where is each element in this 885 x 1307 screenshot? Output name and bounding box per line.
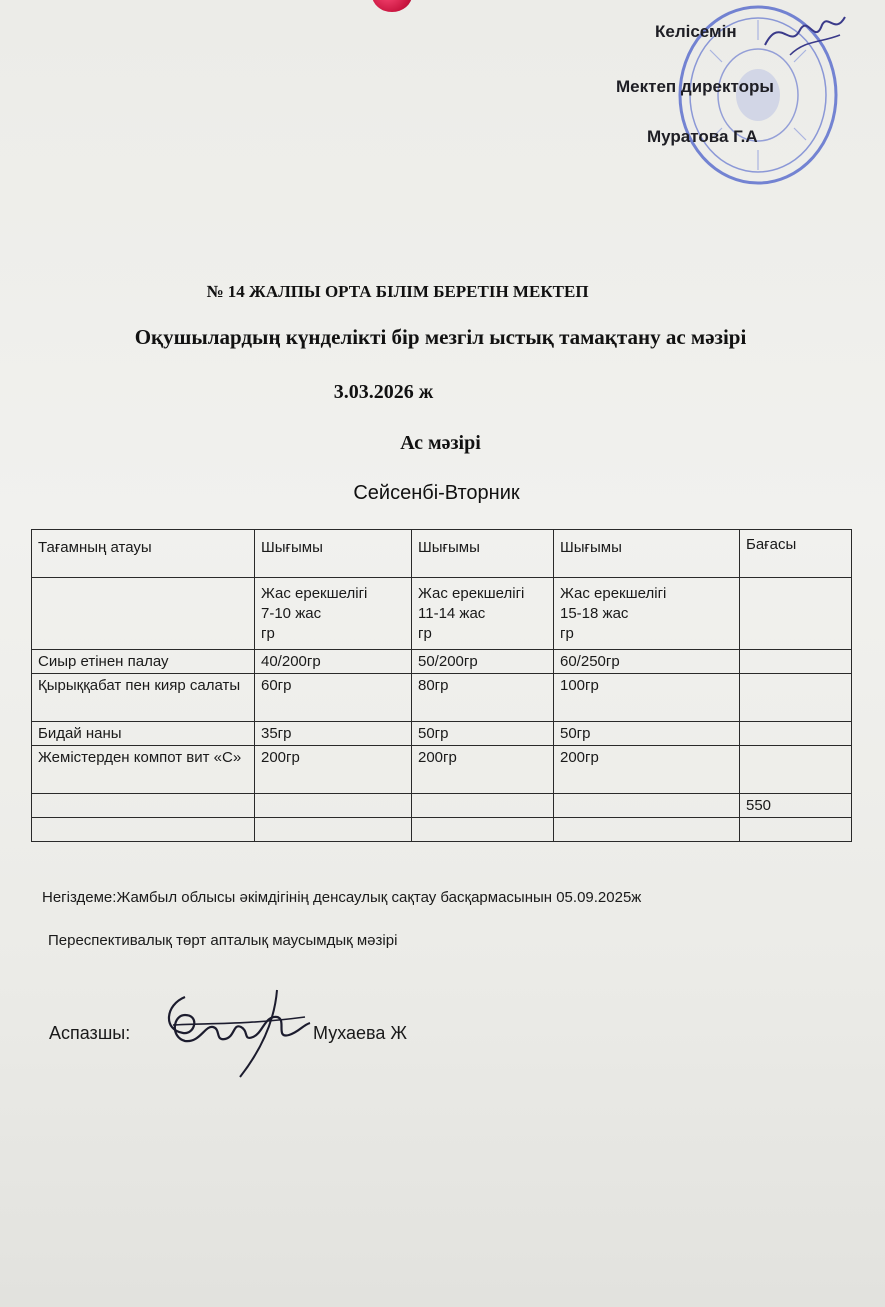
basis-note: Негіздеме:Жамбыл облысы әкімдігінің денсаулық сақтау басқармасынын 05.09.2025ж [42,889,642,906]
table-cell [412,818,554,842]
menu-table [31,529,852,842]
age-group-label: Жас ерекшелігі [261,585,368,602]
total-row [32,794,852,818]
price-cell [740,722,852,746]
table-row [32,818,852,842]
cook-signature-icon [155,985,315,1080]
menu-date: 3.03.2026 ж [333,381,434,403]
table-cell [554,794,740,818]
yield-11-14: 50гр [412,722,554,746]
age-group-15-18 [554,578,740,650]
yield-7-10: 35гр [255,722,412,746]
col-header-yield-3: Шығымы [554,530,740,578]
page-title: Оқушылардың күнделікті бір мезгіл ыстық тамақтану ас мәзірі [134,325,747,349]
table-header-row [32,530,852,578]
school-name: № 14 ЖАЛПЫ ОРТА БІЛІМ БЕРЕТІН МЕКТЕП [206,282,589,301]
age-group-label: Жас ерекшелігі [560,585,667,602]
director-signature-icon [760,5,850,65]
yield-15-18: 60/250гр [554,650,740,674]
table-row [32,650,852,674]
col-header-yield-2: Шығымы [412,530,554,578]
yield-15-18: 200гр [554,746,740,794]
table-cell [740,818,852,842]
dish-name: Бидай наны [32,722,255,746]
total-price: 550 [740,794,852,818]
approval-name: Муратова Г.А [647,127,758,146]
yield-11-14: 50/200гр [412,650,554,674]
table-row [32,722,852,746]
dish-name: Жемістерден компот вит «С» [32,746,255,794]
table-cell [32,578,255,650]
yield-15-18: 50гр [554,722,740,746]
cook-name: Мухаева Ж [313,1023,408,1043]
table-row [32,674,852,722]
menu-subtitle: Ас мәзірі [400,432,481,454]
table-cell [412,794,554,818]
age-group-unit: гр [418,625,432,642]
perspective-note: Переспективалық төрт апталық маусымдық мәзірі [48,932,398,949]
age-group-range: 15-18 жас [560,605,629,622]
age-group-range: 11-14 жас [418,605,486,622]
yield-7-10: 60гр [255,674,412,722]
col-header-yield-1: Шығымы [255,530,412,578]
price-cell [740,746,852,794]
table-cell [255,794,412,818]
age-group-unit: гр [560,625,574,642]
table-cell [32,818,255,842]
approval-agreed: Келісемін [655,22,737,41]
yield-11-14: 200гр [412,746,554,794]
table-cell [32,794,255,818]
yield-15-18: 100гр [554,674,740,722]
table-cell [255,818,412,842]
yield-7-10: 200гр [255,746,412,794]
table-cell [554,818,740,842]
menu-day: Сейсенбі-Вторник [353,482,520,504]
age-group-11-14 [412,578,554,650]
age-group-row [32,578,852,650]
price-cell [740,674,852,722]
price-cell [740,650,852,674]
dish-name: Қырыққабат пен кияр салаты [32,674,255,722]
age-group-range: 7-10 жас [261,605,322,622]
col-header-price: Бағасы [740,530,852,578]
col-header-dish: Тағамның атауы [32,530,255,578]
age-group-7-10 [255,578,412,650]
age-group-label: Жас ерекшелігі [418,585,525,602]
dish-name: Сиыр етінен палау [32,650,255,674]
approval-position: Мектеп директоры [616,77,774,96]
pushpin [372,0,412,12]
table-row [32,746,852,794]
age-group-unit: гр [261,625,275,642]
table-cell [740,578,852,650]
yield-7-10: 40/200гр [255,650,412,674]
cook-label: Аспазшы: [49,1023,131,1043]
yield-11-14: 80гр [412,674,554,722]
